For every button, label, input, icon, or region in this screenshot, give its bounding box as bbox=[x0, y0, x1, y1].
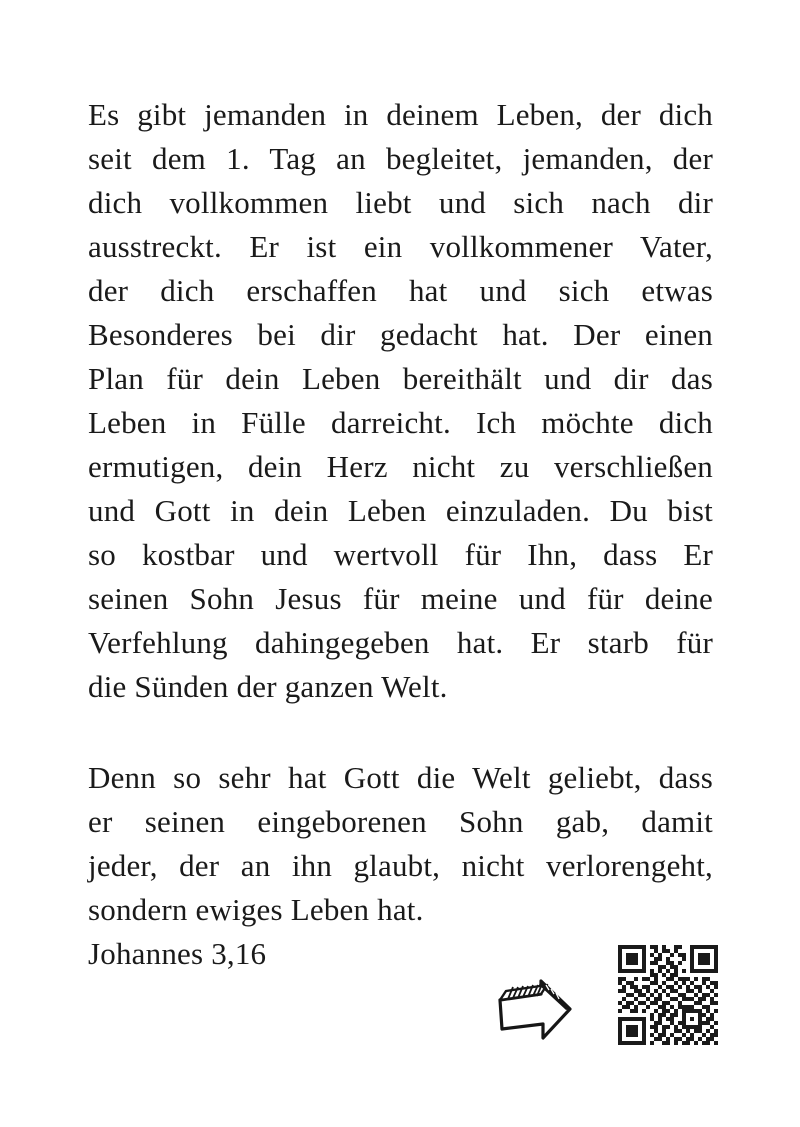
text-line: dich vollkommen liebt und sich nach dir bbox=[88, 185, 713, 220]
text-line: sondern ewiges Leben hat. bbox=[88, 892, 424, 927]
verse-attribution: Johannes 3,16 bbox=[88, 936, 267, 971]
hand-drawn-right-arrow-icon bbox=[493, 972, 575, 1042]
text-line: ermutigen, dein Herz nicht zu verschließen bbox=[88, 449, 713, 484]
paragraph-verse bbox=[88, 756, 713, 932]
text-line: Denn so sehr hat Gott die Welt geliebt, dass bbox=[88, 760, 713, 795]
text-line: ausstreckt. Er ist ein vollkommener Vater, bbox=[88, 229, 713, 264]
text-line: Plan für dein Leben bereithält und dir das bbox=[88, 361, 713, 396]
text-line: und Gott in dein Leben einzuladen. Du bist bbox=[88, 493, 713, 528]
text-line: Besonderes bei dir gedacht hat. Der einen bbox=[88, 317, 713, 352]
text-line: Verfehlung dahingegeben hat. Er starb für bbox=[88, 625, 713, 660]
text-line: seit dem 1. Tag an begleitet, jemanden, der bbox=[88, 141, 713, 176]
qr-code bbox=[618, 945, 718, 1045]
text-line: der dich erschaffen hat und sich etwas bbox=[88, 273, 713, 308]
text-line: seinen Sohn Jesus für meine und für deine bbox=[88, 581, 713, 616]
body-text bbox=[88, 93, 713, 976]
text-line: jeder, der an ihn glaubt, nicht verlorengeht, bbox=[88, 848, 713, 883]
text-line: die Sünden der ganzen Welt. bbox=[88, 669, 448, 704]
text-line: Leben in Fülle darreicht. Ich möchte dich bbox=[88, 405, 713, 440]
text-line: er seinen eingeborenen Sohn gab, damit bbox=[88, 804, 713, 839]
text-line: Es gibt jemanden in deinem Leben, der dich bbox=[88, 97, 713, 132]
paragraph-intro bbox=[88, 93, 713, 709]
text-line: so kostbar und wertvoll für Ihn, dass Er bbox=[88, 537, 713, 572]
